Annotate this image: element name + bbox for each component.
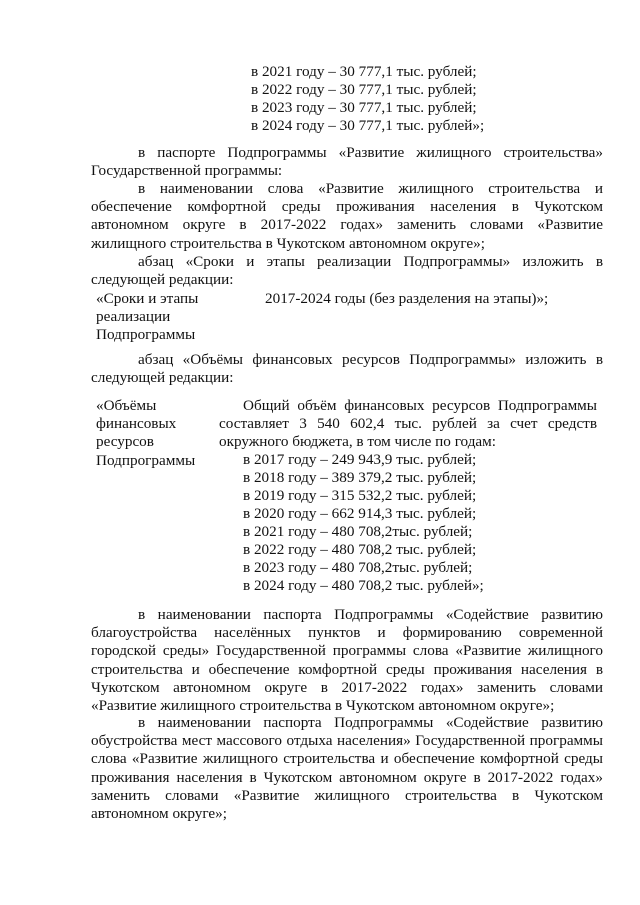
text-line: абзац «Объёмы финансовых ресурсов Подпрограммы» изложить в (138, 351, 603, 368)
year-line-2021: в 2021 году – 30 777,1 тыс. рублей; (251, 63, 477, 80)
volume-year-2022: в 2022 году – 480 708,2 тыс. рублей; (243, 541, 477, 558)
text-line: автономном округе»; (91, 805, 227, 823)
text-line: в наименовании паспорта Подпрограммы «Содействие развитию (138, 606, 603, 623)
text-line: обустройства мест массового отдыха населения» Государственной программы (91, 732, 603, 750)
text-line: Государственной программы: (91, 162, 283, 180)
volume-year-2024: в 2024 году – 480 708,2 тыс. рублей»; (243, 577, 484, 594)
text-line: составляет 3 540 602,4 тыс. рублей за счет средств (219, 415, 597, 433)
label-line: Подпрограммы (96, 326, 196, 344)
text-line: в наименовании слова «Развитие жилищного строительства и (138, 180, 603, 197)
text-line: городской среды» Государственной программы слова «Развитие жилищного (91, 642, 603, 660)
label-line: финансовых (96, 415, 177, 433)
volume-year-2021: в 2021 году – 480 708,2тыс. рублей; (243, 523, 473, 540)
text-line: проживания населения в Чукотском автономном округе в 2017-2022 годах» (91, 768, 603, 786)
text-line: в паспорте Подпрограммы «Развитие жилищного строительства» (138, 144, 603, 161)
terms-label (96, 290, 226, 345)
label-line: ресурсов (96, 433, 154, 451)
paragraph-passport-intro (91, 144, 603, 180)
text-line: Общий объём финансовых ресурсов Подпрограммы (243, 397, 597, 414)
label-line: «Объёмы (96, 397, 157, 414)
text-line: жилищного строительства в Чукотском автономном округе»; (91, 234, 485, 252)
volumes-label (96, 397, 226, 470)
volume-year-2018: в 2018 году – 389 379,2 тыс. рублей; (243, 469, 477, 486)
text-line: окружного бюджета, в том числе по годам: (219, 433, 496, 451)
text-line: следующей редакции: (91, 271, 234, 289)
label-line: реализации (96, 308, 171, 326)
paragraph-terms-intro (91, 253, 603, 289)
text-line: строительства и обеспечение комфортной среды проживания населения в (91, 660, 603, 678)
paragraph-volumes-intro (91, 351, 603, 387)
text-line: «Развитие жилищного строительства в Чукотском автономном округе»; (91, 697, 555, 715)
paragraph-name-change (91, 180, 603, 253)
text-line: абзац «Сроки и этапы реализации Подпрограммы» изложить в (138, 253, 603, 270)
terms-value: 2017-2024 годы (без разделения на этапы)»; (265, 290, 549, 307)
year-line-2023: в 2023 году – 30 777,1 тыс. рублей; (251, 99, 477, 116)
text-line: благоустройства населённых пунктов и формированию современной (91, 624, 603, 642)
text-line: следующей редакции: (91, 369, 234, 387)
volumes-text (219, 397, 597, 452)
volume-year-2023: в 2023 году – 480 708,2тыс. рублей; (243, 559, 473, 576)
volume-year-2020: в 2020 году – 662 914,3 тыс. рублей; (243, 505, 477, 522)
year-line-2022: в 2022 году – 30 777,1 тыс. рублей; (251, 81, 477, 98)
text-line: Чукотском автономном округе в 2017-2022 годах» заменить словами (91, 678, 603, 696)
text-line: обеспечение комфортной среды проживания населения в Чукотском (91, 198, 603, 216)
label-line: Подпрограммы (96, 451, 196, 469)
paragraph-recreation (91, 714, 603, 823)
volume-year-2019: в 2019 году – 315 532,2 тыс. рублей; (243, 487, 477, 504)
text-line: в наименовании паспорта Подпрограммы «Содействие развитию (138, 714, 603, 731)
year-line-2024: в 2024 году – 30 777,1 тыс. рублей»; (251, 117, 485, 134)
text-line: автономном округе в 2017-2022 годах» заменить словами «Развитие (91, 216, 603, 234)
text-line: заменить словами «Развитие жилищного строительства в Чукотском (91, 786, 603, 804)
paragraph-landscaping (91, 606, 603, 715)
label-line: «Сроки и этапы (96, 290, 199, 307)
volume-year-2017: в 2017 году – 249 943,9 тыс. рублей; (243, 451, 477, 468)
text-line: слова «Развитие жилищного строительства и обеспечение комфортной среды (91, 750, 603, 768)
